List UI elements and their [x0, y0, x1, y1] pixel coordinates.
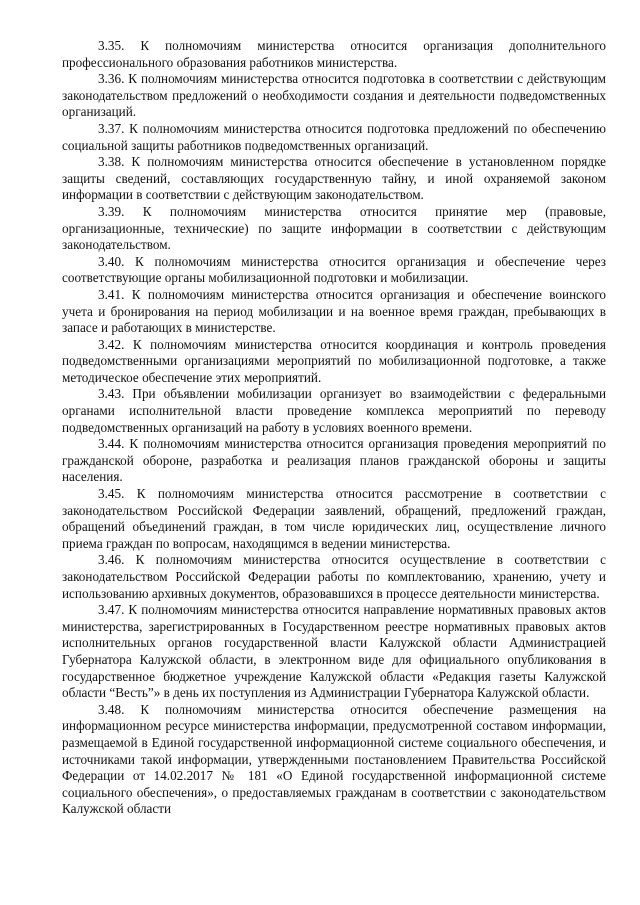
- paragraph-3-48: 3.48. К полномочиям министерства относится обеспечение размещения на информационном ресурсе министерства информации, предусмотренной составом информации, размещаемой в Единой государственной информационной системе социального обеспечения, и источниками такой информации, утвержденными постановлением Правительства Российской Федерации от 14.02.2017 № 181 «О Единой государственной информационной системе социального обеспечения», о предоставляемых гражданам в соответствии с законодательством Калужской области: [62, 701, 606, 817]
- paragraph-3-46: 3.46. К полномочиям министерства относится осуществление в соответствии с законодательством Российской Федерации работы по комплектованию, хранению, учету и использованию архивных документов, образовавшихся в процессе деятельности министерства.: [62, 552, 606, 601]
- paragraph-3-42: 3.42. К полномочиям министерства относится координация и контроль проведения подведомственными организациями мероприятий по мобилизационной подготовке, а также методическое обеспечение этих мероприятий.: [62, 336, 606, 385]
- paragraph-3-45: 3.45. К полномочиям министерства относится рассмотрение в соответствии с законодательством Российской Федерации заявлений, обращений, предложений граждан, обращений объединений граждан, в том числе юридических лиц, осуществление личного приема граждан по вопросам, находящимся в ведении министерства.: [62, 486, 606, 551]
- paragraph-3-35: 3.35. К полномочиям министерства относится организация дополнительного профессионального образования работников министерства.: [62, 38, 606, 70]
- paragraph-3-43: 3.43. При объявлении мобилизации организует во взаимодействии с федеральными органами исполнительной власти проведение комплекса мероприятий по переводу подведомственных организаций на работу в условиях военного времени.: [62, 386, 606, 435]
- document-page: [62, 38, 606, 818]
- paragraph-3-37: 3.37. К полномочиям министерства относится подготовка предложений по обеспечению социальной защиты работников подведомственных организаций.: [62, 120, 606, 153]
- paragraph-3-44: 3.44. К полномочиям министерства относится организация проведения мероприятий по гражданской обороне, разработка и реализация планов гражданской обороны и защиты населения.: [62, 436, 606, 485]
- paragraph-3-40: 3.40. К полномочиям министерства относится организация и обеспечение через соответствующие органы мобилизационной подготовки и мобилизации.: [62, 253, 606, 286]
- paragraph-3-47: 3.47. К полномочиям министерства относится направление нормативных правовых актов министерства, зарегистрированных в Государственном реестре нормативных правовых актов исполнительных органов государственной власти Калужской области Администрацией Губернатора Калужской области, в электронном виде для официального опубликования в государственное бюджетное учреждение Калужской области «Редакция газеты Калужской области “Весть”» в день их поступления из Администрации Губернатора Калужской области.: [62, 602, 606, 701]
- paragraph-3-36: 3.36. К полномочиям министерства относится подготовка в соответствии с действующим законодательством предложений о необходимости создания и деятельности подведомственных организаций.: [62, 71, 606, 120]
- paragraph-3-39: 3.39. К полномочиям министерства относится принятие мер (правовые, организационные, технические) по защите информации в соответствии с действующим законодательством.: [62, 203, 606, 253]
- paragraph-3-41: 3.41. К полномочиям министерства относится организация и обеспечение воинского учета и бронирования на период мобилизации и на военное время граждан, пребывающих в запасе и работающих в министерстве.: [62, 286, 606, 336]
- paragraph-3-38: 3.38. К полномочиям министерства относится обеспечение в установленном порядке защиты сведений, составляющих государственную тайну, и иной охраняемой законом информации в соответствии с действующим законодательством.: [62, 154, 606, 203]
